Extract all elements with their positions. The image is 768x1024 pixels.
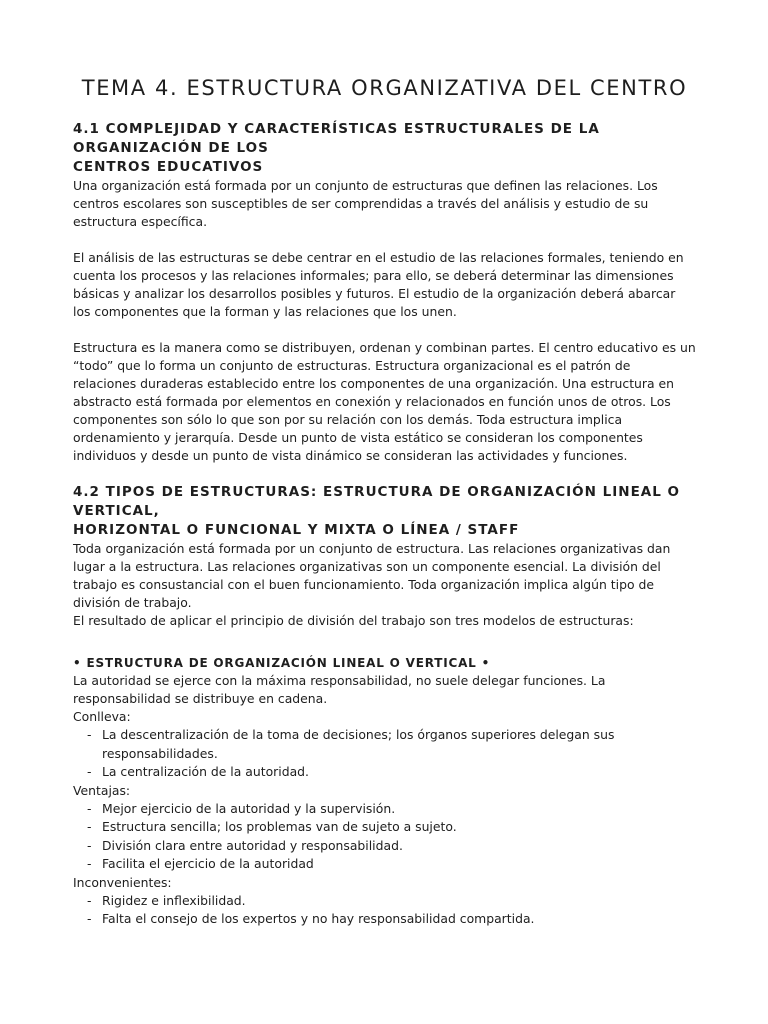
paragraph: El resultado de aplicar el principio de división del trabajo son tres modelos de estructuras: (73, 613, 634, 628)
section-heading-line2: HORIZONTAL O FUNCIONAL Y MIXTA O LÍNEA / STAFF (73, 522, 520, 538)
paragraph: Toda organización está formada por un conjunto de estructura. Las relaciones organizativas dan lugar a la estructura. Las relaciones organizativas son un componente esencial. La división del trabajo es consustancial con el buen funcionamiento. Toda organización implica algún tipo de división de trabajo. (73, 541, 671, 610)
list-label: Conlleva: (73, 709, 131, 724)
dash-bullet: - (87, 837, 92, 853)
subsection-heading: • ESTRUCTURA DE ORGANIZACIÓN LINEAL O VERTICAL • (73, 656, 491, 670)
section-heading (73, 120, 696, 177)
list-item (87, 837, 696, 856)
ventajas-list (73, 800, 696, 874)
list-item-text: Falta el consejo de los expertos y no hay responsabilidad compartida. (102, 911, 535, 926)
section-heading-line1: 4.1 COMPLEJIDAD Y CARACTERÍSTICAS ESTRUCTURALES DE LA ORGANIZACIÓN DE LOS (73, 121, 600, 156)
list-item (87, 892, 696, 911)
dash-bullet: - (87, 819, 92, 834)
paragraph: Una organización está formada por un conjunto de estructuras que definen las relaciones. Los centros escolares son susceptibles de ser comprendidas a través del análisis y estudio de su estructura específica. (73, 178, 658, 229)
list-item (87, 800, 696, 819)
list-item (87, 763, 696, 782)
section-heading-line1: 4.2 TIPOS DE ESTRUCTURAS: ESTRUCTURA DE ORGANIZACIÓN LINEAL O VERTICAL, (73, 484, 681, 519)
paragraph: El análisis de las estructuras se debe centrar en el estudio de las relaciones formales, teniendo en cuenta los procesos y las relaciones informales; para ello, se deberá determinar las dimensiones básicas y analizar los desarrollos posibles y futuros. El estudio de la organización deberá abarcar los componentes que la forman y las relaciones que los unen. (73, 250, 684, 319)
list-item-text: La centralización de la autoridad. (102, 764, 309, 779)
list-item-text: La descentralización de la toma de decisiones; los órganos superiores delegan sus responsabilidades. (102, 727, 615, 761)
document-title: TEMA 4. ESTRUCTURA ORGANIZATIVA DEL CENTRO (81, 76, 688, 100)
section-heading (73, 483, 696, 540)
list-label: Inconvenientes: (73, 874, 172, 890)
list-item (87, 818, 696, 837)
list-item-text: División clara entre autoridad y responsabilidad. (102, 837, 403, 853)
list-item-text: Estructura sencilla; los problemas van de sujeto a sujeto. (102, 819, 457, 834)
section-4-1 (73, 120, 696, 465)
list-item-text: Mejor ejercicio de la autoridad y la supervisión. (102, 800, 396, 816)
section-4-2 (73, 483, 696, 630)
list-item (87, 726, 696, 763)
section-heading-line2: CENTROS EDUCATIVOS (73, 159, 264, 175)
list-item-text: Facilita el ejercicio de la autoridad (102, 856, 314, 871)
dash-bullet: - (87, 764, 92, 779)
list-label: Ventajas: (73, 782, 131, 798)
list-item (87, 910, 696, 929)
dash-bullet: - (87, 892, 92, 908)
dash-bullet: - (87, 856, 92, 871)
dash-bullet: - (87, 800, 92, 816)
list-item (87, 855, 696, 874)
dash-bullet: - (87, 911, 92, 926)
inconvenientes-list (73, 892, 696, 929)
paragraph: Estructura es la manera como se distribuyen, ordenan y combinan partes. El centro educativo es un “todo” que lo forma un conjunto de estructuras. Estructura organizacional es el patrón de relaciones duraderas establecido entre los componentes de una organización. Una estructura en abstracto está formada por elementos en conexión y relacionados en función unos de otros. Los componentes son sólo lo que son por su relación con los demás. Toda estructura implica ordenamiento y jerarquía. Desde un punto de vista estático se consideran los componentes individuos y desde un punto de vista dinámico se consideran las actividades y funciones. (73, 340, 696, 463)
list-item-text: Rigidez e inflexibilidad. (102, 892, 246, 908)
conlleva-list (73, 726, 696, 782)
subsection-lineal (73, 654, 696, 929)
dash-bullet: - (87, 727, 92, 742)
paragraph: La autoridad se ejerce con la máxima responsabilidad, no suele delegar funciones. La responsabilidad se distribuye en cadena. (73, 673, 606, 706)
